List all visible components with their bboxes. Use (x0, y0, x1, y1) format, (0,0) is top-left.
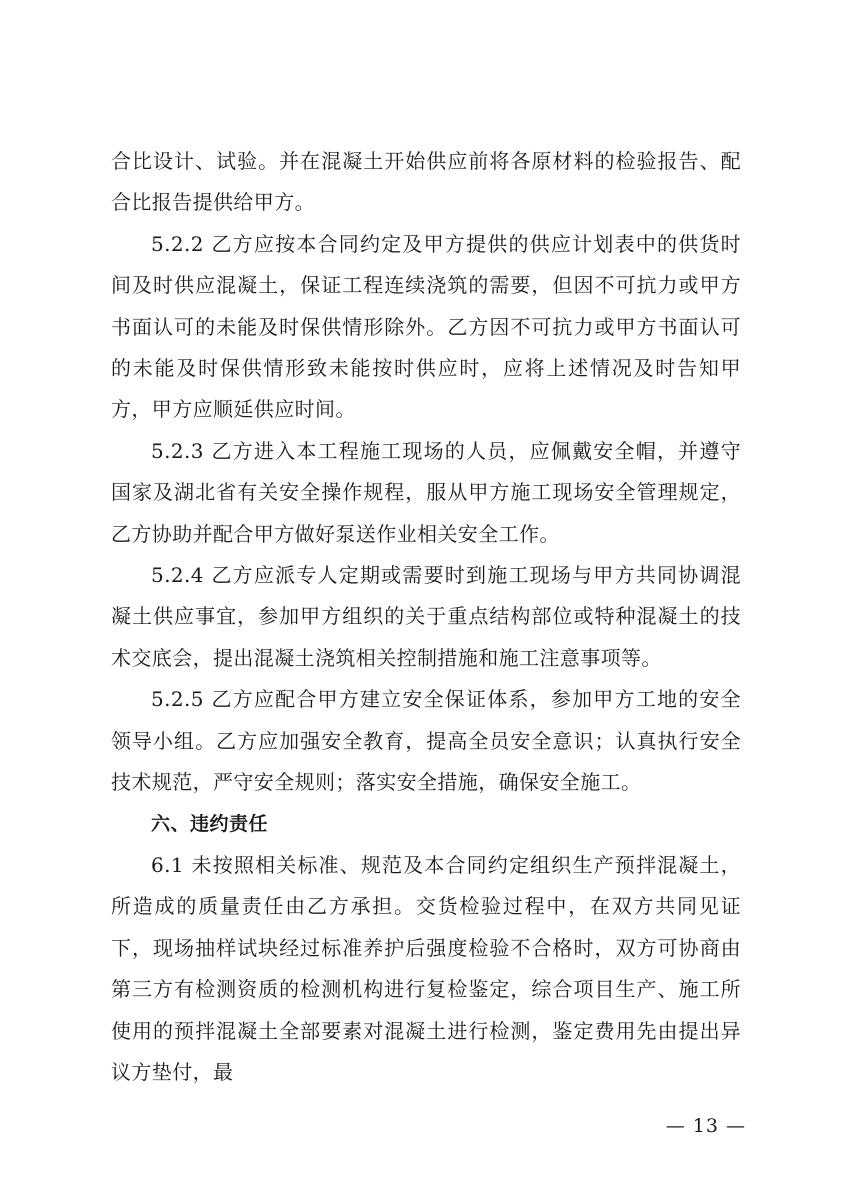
paragraph-clause-5-2-2: 5.2.2 乙方应按本合同约定及甲方提供的供应计划表中的供货时间及时供应混凝土，保证工程连续浇筑的需要，但因不可抗力或甲方书面认可的未能及时保供情形除外。乙方因不可抗力或甲方书面认可的未能及时保供情形致未能按时供应时，应将上述情况及时告知甲方，甲方应顺延供应时间。 (111, 231, 741, 422)
paragraph-clause-5-2-5: 5.2.5 乙方应配合甲方建立安全保证体系，参加甲方工地的安全领导小组。乙方应加强安全教育，提高全员安全意识；认真执行安全技术规范，严守安全规则；落实安全措施，确保安全施工。 (111, 687, 741, 795)
document-body (111, 141, 741, 1093)
paragraph-clause-5-2-4: 5.2.4 乙方应派专人定期或需要时到施工现场与甲方共同协调混凝土供应事宜，参加甲方组织的关于重点结构部位或特种混凝土的技术交底会，提出混凝土浇筑相关控制措施和施工注意事项等。 (111, 563, 741, 670)
paragraph-clause-5-2-3: 5.2.3 乙方进入本工程施工现场的人员，应佩戴安全帽，并遵守国家及湖北省有关安全操作规程，服从甲方施工现场安全管理规定，乙方协助并配合甲方做好泵送作业相关安全工作。 (111, 438, 741, 546)
section-heading-breach-liability: 六、违约责任 (151, 812, 269, 835)
paragraph-continuation: 合比设计、试验。并在混凝土开始供应前将各原材料的检验报告、配合比报告提供给甲方。 (111, 149, 741, 215)
page-number: — 13 — (665, 1115, 746, 1137)
paragraph-clause-6-1: 6.1 未按照相关标准、规范及本合同约定组织生产预拌混凝土，所造成的质量责任由乙方承担。交货检验过程中，在双方共同见证下，现场抽样试块经过标准养护后强度检验不合格时，双方可协商由第三方有检测资质的检测机构进行复检鉴定，综合项目生产、施工所使用的预拌混凝土全部要素对混凝土进行检测，鉴定费用先由提出异议方垫付，最 (111, 852, 741, 1084)
